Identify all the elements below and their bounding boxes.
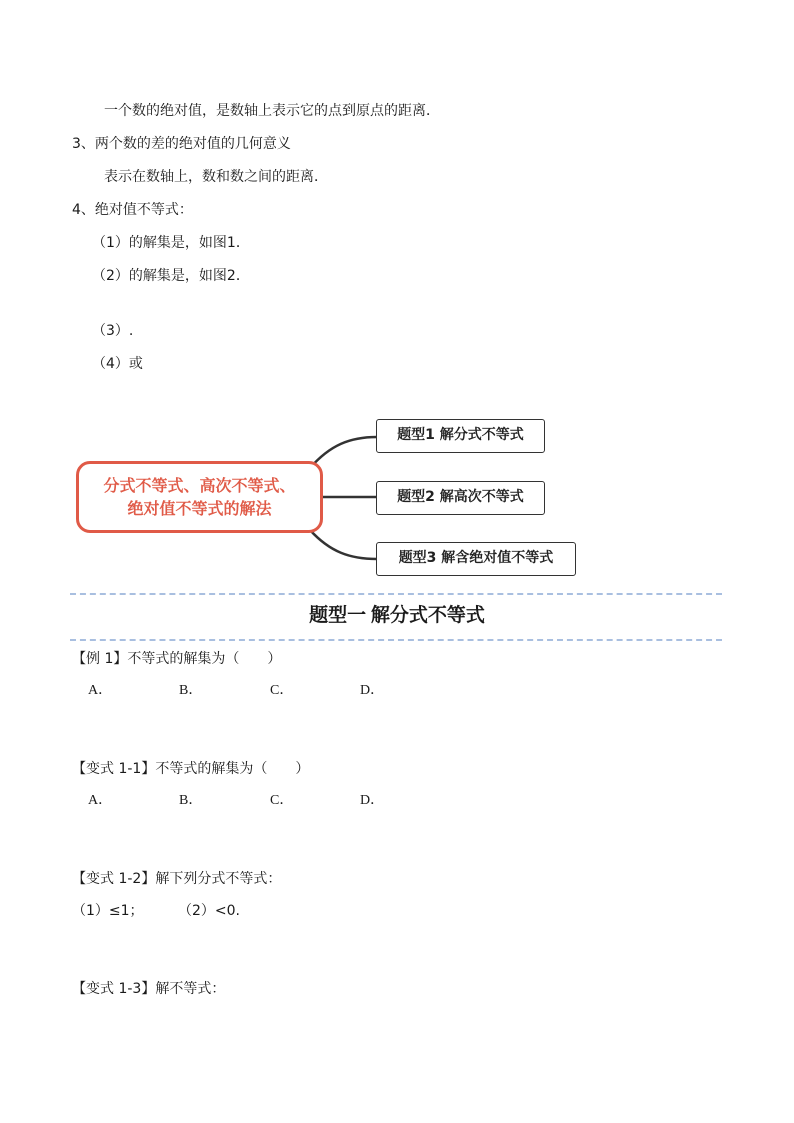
variant1-1-option-b: B．	[179, 793, 203, 808]
variant1-1-option-d: D．	[360, 793, 385, 808]
item4-sub-4: （4）或	[92, 356, 143, 372]
topic-2-node: 题型2 解高次不等式	[376, 481, 545, 515]
connector-bottom	[310, 530, 377, 559]
item4-sub-2: （2）的解集是，如图2．	[92, 268, 250, 284]
section-divider-bottom	[70, 639, 722, 641]
connector-top	[310, 437, 377, 468]
example1-stem: 【例 1】不等式的解集为（ ）	[72, 651, 282, 667]
abs-definition: 一个数的绝对值，是数轴上表示它的点到原点的距离．	[104, 103, 440, 119]
variant1-2-part-2: （2）<0.	[178, 903, 240, 919]
variant1-2-part-1: （1）≤1；	[72, 903, 144, 919]
section-title: 题型一 解分式不等式	[309, 605, 485, 626]
variant1-3-stem: 【变式 1-3】解不等式：	[72, 981, 226, 997]
topic-3-node: 题型3 解含绝对值不等式	[376, 542, 576, 576]
center-line-1: 分式不等式、高次不等式、	[103, 476, 296, 495]
variant1-1-option-c: C．	[270, 793, 294, 808]
topic-1-node: 题型1 解分式不等式	[376, 419, 545, 453]
example1-option-b: B．	[179, 683, 203, 698]
item4-sub-3: （3）.	[92, 323, 134, 339]
variant1-1-stem: 【变式 1-1】不等式的解集为（ ）	[72, 761, 310, 777]
center-line-2: 绝对值不等式的解法	[127, 499, 272, 518]
variant1-2-stem: 【变式 1-2】解下列分式不等式：	[72, 871, 282, 887]
mindmap-center-node	[76, 461, 323, 533]
item4-title: 4、绝对值不等式：	[72, 202, 193, 218]
item3-title: 3、两个数的差的绝对值的几何意义	[72, 136, 291, 152]
example1-option-d: D．	[360, 683, 385, 698]
variant1-1-option-a: A．	[88, 793, 113, 808]
item3-body: 表示在数轴上，数和数之间的距离．	[104, 169, 328, 185]
example1-option-c: C．	[270, 683, 294, 698]
item4-sub-1: （1）的解集是，如图1．	[92, 235, 250, 251]
section-divider-top	[70, 593, 722, 595]
example1-option-a: A．	[88, 683, 113, 698]
